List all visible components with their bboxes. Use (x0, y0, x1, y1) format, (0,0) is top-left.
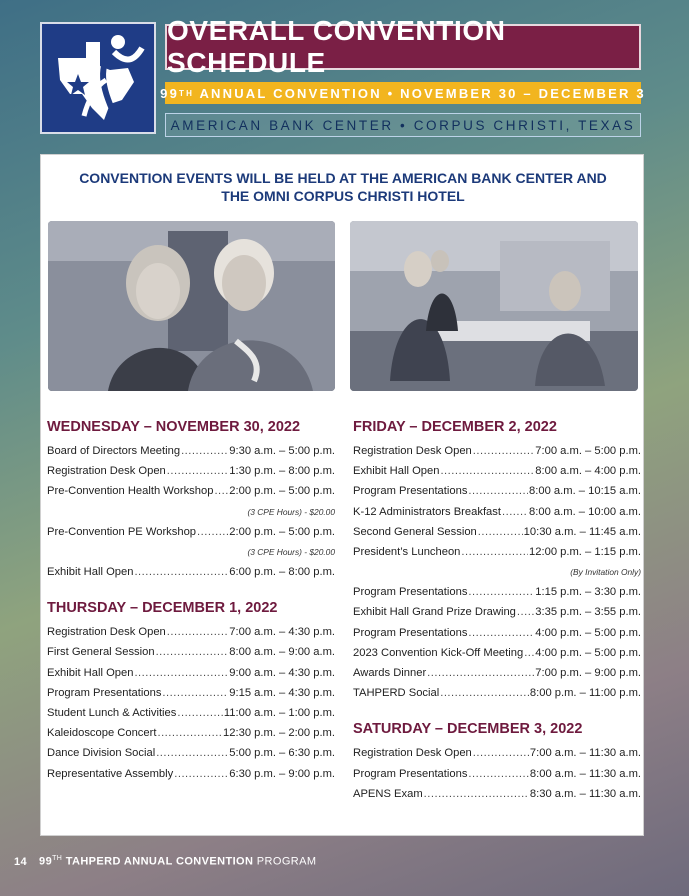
event-name: Board of Directors Meeting (47, 444, 181, 457)
dot-leader (167, 622, 229, 642)
schedule-row (353, 582, 641, 602)
schedule-column-right (353, 417, 641, 804)
dot-leader (134, 663, 228, 683)
dot-leader (473, 743, 529, 763)
day-spacer (47, 582, 335, 598)
schedule-row (47, 663, 335, 683)
event-name: Dance Division Social (47, 747, 156, 760)
event-time: 2:00 p.m. – 5:00 p.m. (229, 525, 335, 538)
footer-suffix: PROGRAM (253, 855, 317, 868)
dot-leader (167, 461, 229, 481)
schedule-row (353, 502, 641, 522)
location-banner: AMERICAN BANK CENTER • CORPUS CHRISTI, TEXAS (165, 113, 641, 137)
event-time: 6:30 p.m. – 9:00 p.m. (229, 767, 335, 780)
event-time: 9:15 a.m. – 4:30 p.m. (229, 686, 335, 699)
event-time: 8:00 a.m. – 9:00 a.m. (229, 646, 335, 659)
photo-registration-desk (350, 221, 638, 391)
schedule-row (353, 743, 641, 763)
event-time: 12:30 p.m. – 2:00 p.m. (223, 727, 335, 740)
schedule-row (353, 542, 641, 562)
dot-leader (502, 502, 528, 522)
dot-leader (134, 562, 228, 582)
headline-line-2: THE OMNI CORPUS CHRISTI HOTEL (221, 188, 465, 204)
day-heading: THURSDAY – DECEMBER 1, 2022 (47, 600, 278, 617)
dot-leader (156, 642, 229, 662)
subtitle-ordinal: 99 (160, 85, 180, 101)
event-name: Representative Assembly (47, 767, 174, 780)
dot-leader (468, 764, 528, 784)
schedule-row (353, 663, 641, 683)
dot-leader (461, 542, 528, 562)
event-name: TAHPERD Social (353, 687, 440, 700)
event-name: Program Presentations (353, 586, 468, 599)
event-time: 4:00 p.m. – 5:00 p.m. (535, 646, 641, 659)
page-footer (14, 855, 316, 868)
schedule-row (47, 481, 335, 501)
event-time: 11:00 a.m. – 1:00 p.m. (223, 707, 335, 720)
event-time: 1:30 p.m. – 8:00 p.m. (229, 465, 335, 478)
schedule-row (47, 743, 335, 763)
day-heading: SATURDAY – DECEMBER 3, 2022 (353, 721, 583, 738)
schedule-row (47, 461, 335, 481)
schedule-row (353, 784, 641, 804)
page-number: 14 (14, 855, 28, 868)
schedule-row (47, 723, 335, 743)
day-heading: FRIDAY – DECEMBER 2, 2022 (353, 419, 557, 435)
headline-line-1: CONVENTION EVENTS WILL BE HELD AT THE AMERICAN BANK CENTER AND (79, 170, 607, 186)
event-time: 1:15 p.m. – 3:30 p.m. (535, 586, 641, 599)
schedule-row (47, 703, 335, 723)
event-name: APENS Exam (353, 787, 423, 800)
photo-two-women (48, 221, 335, 391)
schedule-row (353, 643, 641, 663)
event-time: 8:00 p.m. – 11:00 p.m. (529, 687, 641, 700)
convention-dates-banner (160, 82, 646, 104)
schedule-row (353, 603, 641, 623)
dot-leader (517, 602, 534, 622)
schedule-row (353, 764, 641, 784)
event-time: 12:00 p.m. – 1:15 p.m. (529, 545, 641, 558)
dot-leader (524, 643, 534, 663)
page-title: OVERALL CONVENTION SCHEDULE (165, 24, 641, 70)
schedule-row (47, 441, 335, 461)
schedule-panel (40, 154, 644, 836)
event-note: (By Invitation Only) (570, 567, 641, 578)
event-name: Registration Desk Open (47, 626, 166, 639)
event-name: 2023 Convention Kick-Off Meeting (353, 646, 524, 659)
dot-leader (174, 764, 228, 784)
schedule-column-left (47, 417, 335, 784)
dot-leader (214, 481, 228, 501)
event-time: 6:00 p.m. – 8:00 p.m. (229, 566, 335, 579)
schedule-row (353, 683, 641, 703)
subtitle-superscript: TH (179, 88, 195, 98)
tahperd-logo (40, 22, 156, 134)
event-name: President’s Luncheon (353, 545, 461, 558)
day-spacer (353, 703, 641, 719)
schedule-row (47, 522, 335, 542)
dot-leader (440, 683, 529, 703)
event-name: First General Session (47, 646, 155, 659)
venue-headline (41, 169, 645, 205)
event-name: Registration Desk Open (353, 747, 472, 760)
event-name: Exhibit Hall Open (353, 465, 440, 478)
event-time: 7:00 a.m. – 4:30 p.m. (229, 626, 335, 639)
event-time: 3:35 p.m. – 3:55 p.m. (535, 606, 641, 619)
schedule-row (353, 522, 641, 542)
dot-leader (197, 522, 228, 542)
texas-figure-icon (48, 30, 148, 126)
event-time: 7:00 a.m. – 11:30 a.m. (529, 747, 641, 760)
schedule-row (353, 441, 641, 461)
event-name: Student Lunch & Activities (47, 707, 177, 720)
event-time: 9:30 a.m. – 5:00 p.m. (229, 444, 335, 457)
dot-leader (473, 441, 535, 461)
event-name: Exhibit Hall Open (47, 566, 134, 579)
schedule-row (47, 764, 335, 784)
dot-leader (177, 703, 223, 723)
event-name: Pre-Convention Health Workshop (47, 485, 214, 498)
schedule-row (47, 643, 335, 663)
dot-leader (478, 522, 523, 542)
schedule-row (353, 623, 641, 643)
footer-title: TAHPERD ANNUAL CONVENTION (62, 855, 254, 868)
dot-leader (468, 623, 534, 643)
dot-leader (468, 481, 528, 501)
subtitle-text: ANNUAL CONVENTION • NOVEMBER 30 – DECEMBER 3 (194, 85, 646, 101)
day-heading: WEDNESDAY – NOVEMBER 30, 2022 (47, 419, 301, 435)
event-time: 8:00 a.m. – 10:15 a.m. (529, 485, 641, 498)
dot-leader (468, 582, 534, 602)
event-time: 8:00 a.m. – 4:00 p.m. (535, 465, 641, 478)
schedule-row (353, 481, 641, 501)
event-note: (3 CPE Hours) - $20.00 (247, 506, 335, 517)
dot-leader (156, 743, 228, 763)
event-name: Program Presentations (353, 626, 468, 639)
event-time: 4:00 p.m. – 5:00 p.m. (535, 626, 641, 639)
dot-leader (440, 461, 534, 481)
schedule-row (47, 622, 335, 642)
schedule-row (47, 683, 335, 703)
event-name: Program Presentations (353, 767, 468, 780)
event-time: 9:00 a.m. – 4:30 p.m. (229, 666, 335, 679)
event-name: Pre-Convention PE Workshop (47, 525, 197, 538)
event-name: Exhibit Hall Open (47, 666, 134, 679)
event-time: 2:00 p.m. – 5:00 p.m. (229, 485, 335, 498)
event-time: 5:00 p.m. – 6:30 p.m. (229, 747, 335, 760)
footer-superscript: TH (52, 855, 63, 862)
schedule-row (353, 461, 641, 481)
event-name: K-12 Administrators Breakfast (353, 505, 501, 518)
event-name: Registration Desk Open (47, 465, 166, 478)
event-time: 7:00 p.m. – 9:00 p.m. (535, 667, 641, 680)
event-name: Program Presentations (47, 686, 162, 699)
dot-leader (162, 683, 228, 703)
event-name: Program Presentations (353, 485, 468, 498)
footer-ordinal: 99 (39, 855, 53, 868)
event-name: Registration Desk Open (353, 444, 472, 457)
dot-leader (427, 663, 534, 683)
schedule-row (47, 562, 335, 582)
dot-leader (181, 441, 228, 461)
event-time: 7:00 a.m. – 5:00 p.m. (535, 444, 641, 457)
event-time: 10:30 a.m. – 11:45 a.m. (523, 525, 641, 538)
event-time: 8:00 a.m. – 10:00 a.m. (529, 505, 641, 518)
event-name: Awards Dinner (353, 667, 427, 680)
dot-leader (157, 723, 222, 743)
event-note: (3 CPE Hours) - $20.00 (247, 546, 335, 557)
event-name: Second General Session (353, 525, 477, 538)
event-name: Exhibit Hall Grand Prize Drawing (353, 606, 516, 619)
event-time: 8:30 a.m. – 11:30 a.m. (529, 787, 641, 800)
event-time: 8:00 a.m. – 11:30 a.m. (529, 767, 641, 780)
event-name: Kaleidoscope Concert (47, 727, 157, 740)
dot-leader (424, 784, 529, 804)
